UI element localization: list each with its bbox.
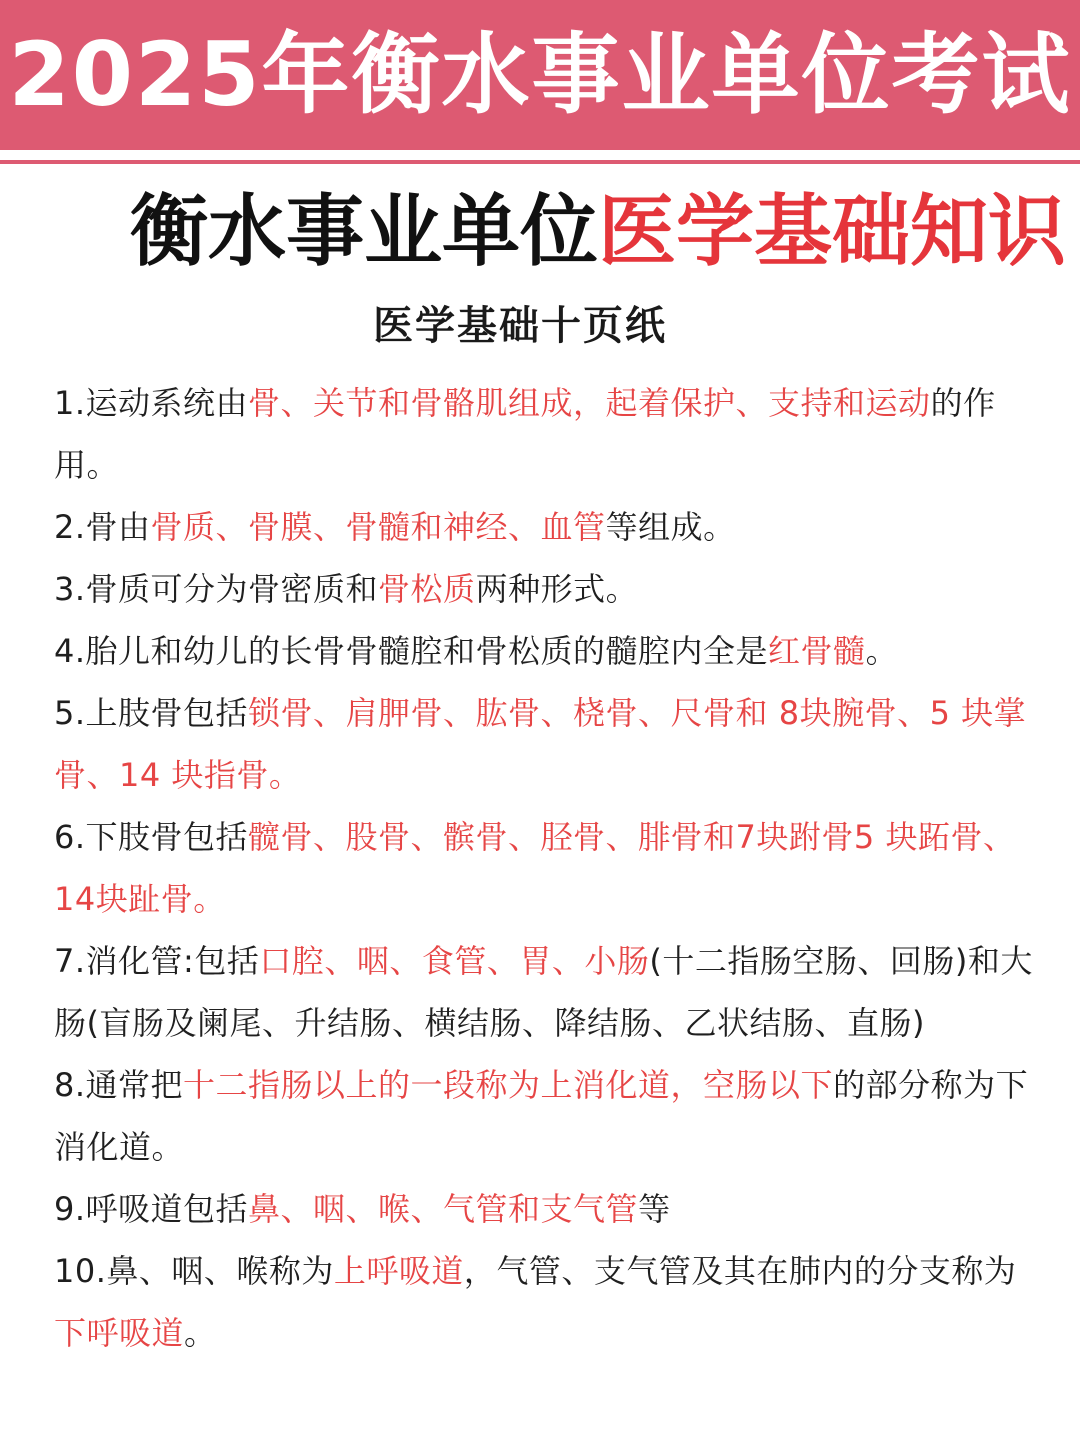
highlighted-text: 红骨髓 xyxy=(768,632,866,670)
body-text: 4.胎儿和幼儿的长骨骨髓腔和骨松质的髓腔内全是 xyxy=(54,632,769,670)
list-item xyxy=(54,1240,1034,1364)
list-item xyxy=(54,496,1034,558)
body-text: 等组成。 xyxy=(605,508,736,546)
body-text: 两种形式。 xyxy=(475,570,639,608)
highlighted-text: 锁骨、肩胛骨、肱骨、桡骨、尺骨和 8块腕骨、5 块掌骨、14 块指骨。 xyxy=(54,694,1027,794)
body-text: 7.消化管:包括 xyxy=(54,942,260,980)
body-text: 8.通常把 xyxy=(54,1066,184,1104)
body-text: 。 xyxy=(865,632,899,670)
highlighted-text: 十二指肠以上的一段称为上消化道，空肠以下 xyxy=(183,1066,834,1104)
highlighted-text: 髋骨、股骨、髌骨、胫骨、腓骨和7块跗骨5 块跖骨、14块趾骨。 xyxy=(54,818,1016,918)
page-subheading: 医学基础十页纸 xyxy=(373,303,667,349)
highlighted-text: 鼻、咽、喉、气管和支气管 xyxy=(248,1190,639,1228)
list-item xyxy=(54,372,1034,496)
title-banner xyxy=(0,0,1080,150)
body-text: (十二指肠空肠、回肠)和大肠(盲肠及阑尾、升结肠、横结肠、降结肠、乙状结肠、直肠) xyxy=(54,942,1033,1042)
list-item xyxy=(54,1178,1034,1240)
list-item xyxy=(54,1054,1034,1178)
heading-red-part: 医学基础知识 xyxy=(598,186,1067,277)
body-text: 9.呼吸道包括 xyxy=(54,1190,249,1228)
body-text: 2.骨由 xyxy=(54,508,151,546)
list-item xyxy=(54,806,1034,930)
list-item xyxy=(54,620,1034,682)
highlighted-text: 口腔、咽、食管、胃、小肠 xyxy=(259,942,650,980)
body-text: 的作用。 xyxy=(54,384,996,484)
body-text: 1.运动系统由 xyxy=(54,384,249,422)
banner-divider xyxy=(0,160,1080,164)
body-text: 等 xyxy=(638,1190,671,1228)
list-item xyxy=(54,682,1034,806)
highlighted-text: 骨松质 xyxy=(378,570,476,608)
body-text: 10.鼻、咽、喉称为 xyxy=(54,1252,334,1290)
page-heading xyxy=(130,185,1067,279)
body-text: 6.下肢骨包括 xyxy=(54,818,249,856)
body-text: 的部分称为下消化道。 xyxy=(54,1066,1029,1166)
body-text: ，气管、支气管及其在肺内的分支称为 xyxy=(463,1252,1017,1290)
highlighted-text: 骨、关节和骨骼肌组成，起着保护、支持和运动 xyxy=(248,384,931,422)
body-text: 3.骨质可分为骨密质和 xyxy=(54,570,379,608)
body-text: 5.上肢骨包括 xyxy=(54,694,249,732)
knowledge-list xyxy=(54,372,1034,1364)
highlighted-text: 下呼吸道 xyxy=(54,1314,185,1352)
list-item xyxy=(54,558,1034,620)
body-text: 。 xyxy=(184,1314,217,1352)
heading-black-part: 衡水事业单位 xyxy=(130,186,599,277)
list-item xyxy=(54,930,1034,1054)
highlighted-text: 上呼吸道 xyxy=(333,1252,464,1290)
highlighted-text: 骨质、骨膜、骨髓和神经、血管 xyxy=(150,508,606,546)
banner-title: 2025年衡水事业单位考试 xyxy=(8,23,1072,126)
